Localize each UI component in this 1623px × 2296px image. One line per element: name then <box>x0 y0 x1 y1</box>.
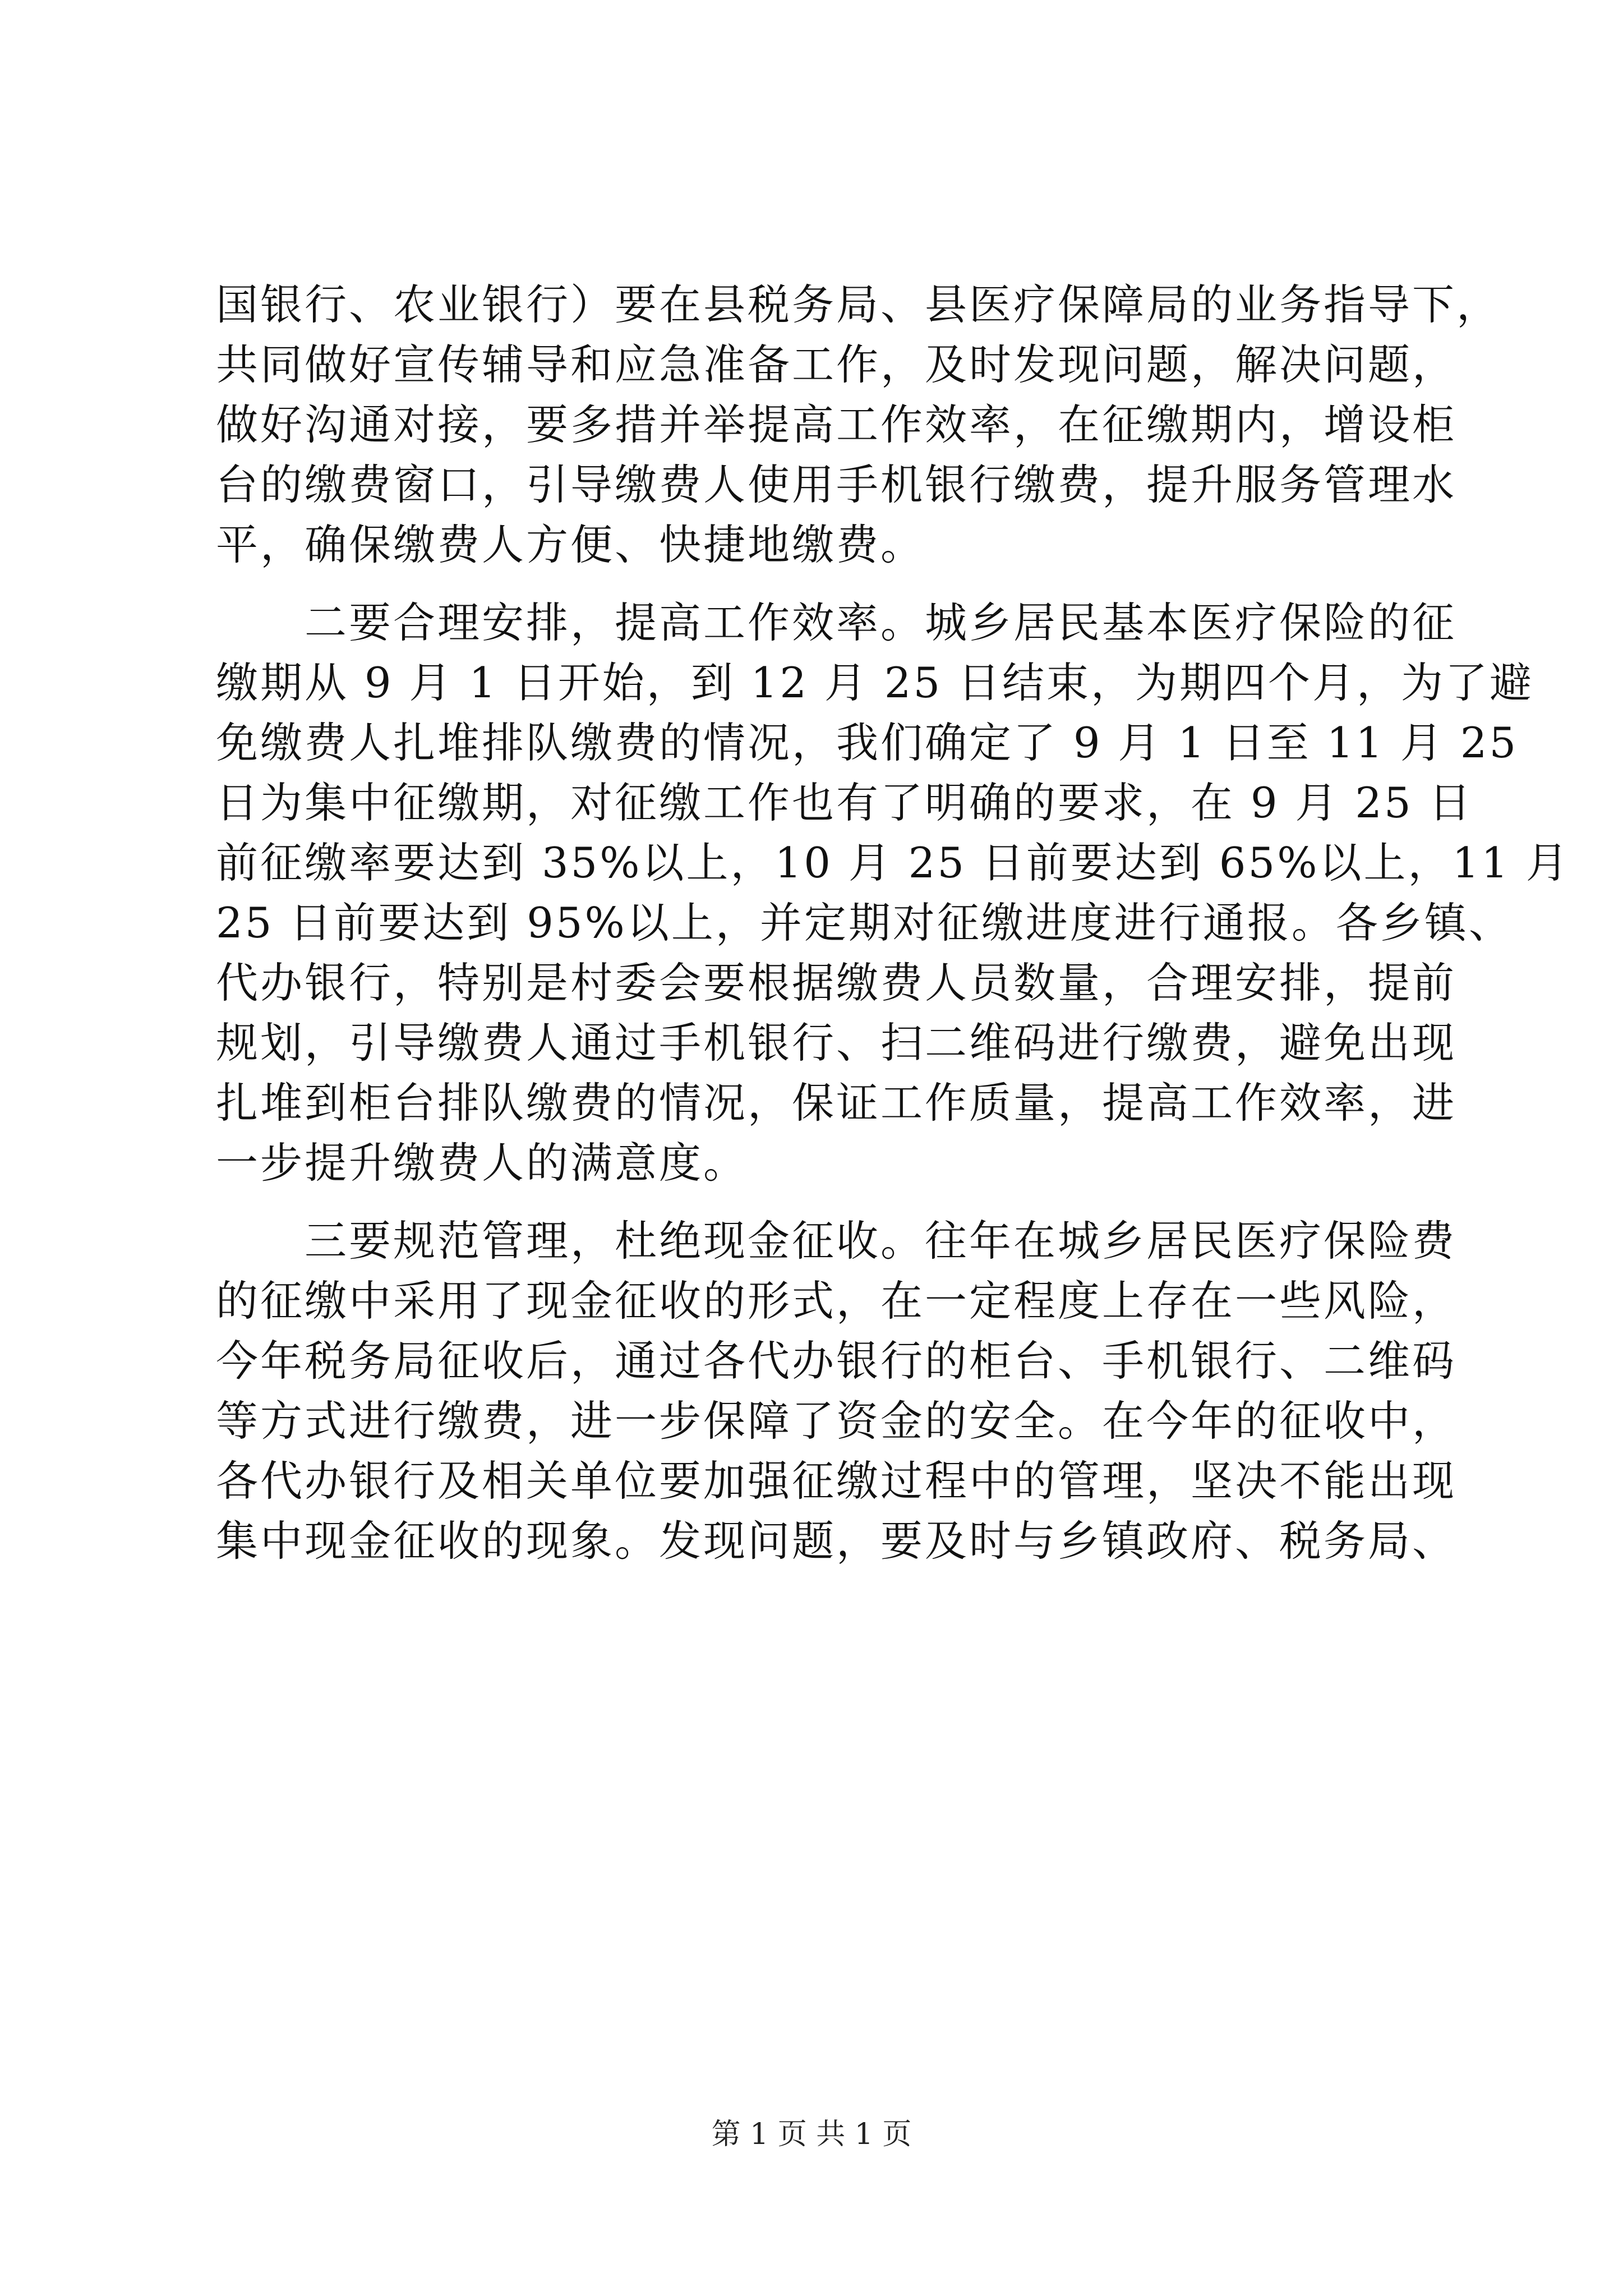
text-line: 免缴费人扎堆排队缴费的情况，我们确定了 9 月 1 日至 11 月 25 <box>216 718 1519 767</box>
text-line: 缴期从 9 月 1 日开始，到 12 月 25 日结束，为期四个月，为了避 <box>216 658 1534 707</box>
text-line: 各代办银行及相关单位要加强征缴过程中的管理，坚决不能出现 <box>216 1456 1457 1506</box>
text-line: 等方式进行缴费，进一步保障了资金的安全。在今年的征收中， <box>216 1396 1457 1446</box>
text-line: 前征缴率要达到 35%以上，10 月 25 日前要达到 65%以上，11 月 <box>216 838 1570 887</box>
text-line: 三要规范管理，杜绝现金征收。往年在城乡居民医疗保险费 <box>216 1216 1457 1266</box>
text-line: 台的缴费窗口，引导缴费人使用手机银行缴费，提升服务管理水 <box>216 460 1457 509</box>
text-line: 一步提升缴费人的满意度。 <box>216 1138 748 1188</box>
document-body <box>216 275 1570 1571</box>
text-line: 扎堆到柜台排队缴费的情况，保证工作质量，提高工作效率，进 <box>216 1078 1457 1128</box>
paragraph-spacer <box>216 575 1422 593</box>
text-line: 集中现金征收的现象。发现问题，要及时与乡镇政府、税务局、 <box>216 1516 1457 1566</box>
text-line: 代办银行，特别是村委会要根据缴费人员数量，合理安排，提前 <box>216 958 1457 1007</box>
text-line: 国银行、农业银行）要在县税务局、县医疗保障局的业务指导下， <box>216 280 1501 329</box>
paragraph-3 <box>216 1211 1457 1571</box>
text-line: 今年税务局征收后，通过各代办银行的柜台、手机银行、二维码 <box>216 1336 1457 1386</box>
text-line: 做好沟通对接，要多措并举提高工作效率，在征缴期内，增设柜 <box>216 400 1457 449</box>
paragraph-spacer <box>216 1193 1422 1211</box>
text-line: 日为集中征缴期，对征缴工作也有了明确的要求，在 9 月 25 日 <box>216 778 1473 827</box>
text-line: 二要合理安排，提高工作效率。城乡居民基本医疗保险的征 <box>216 598 1457 647</box>
text-line: 共同做好宣传辅导和应急准备工作，及时发现问题，解决问题， <box>216 340 1457 389</box>
text-line: 的征缴中采用了现金征收的形式，在一定程度上存在一些风险， <box>216 1276 1457 1326</box>
text-line: 规划，引导缴费人通过手机银行、扫二维码进行缴费，避免出现 <box>216 1018 1457 1068</box>
paragraph-1 <box>216 275 1501 575</box>
paragraph-2 <box>216 593 1570 1193</box>
text-line: 25 日前要达到 95%以上，并定期对征缴进度进行通报。各乡镇、 <box>216 898 1513 947</box>
page-footer: 第 1 页 共 1 页 <box>711 2118 912 2151</box>
text-line: 平，确保缴费人方便、快捷地缴费。 <box>216 520 925 569</box>
